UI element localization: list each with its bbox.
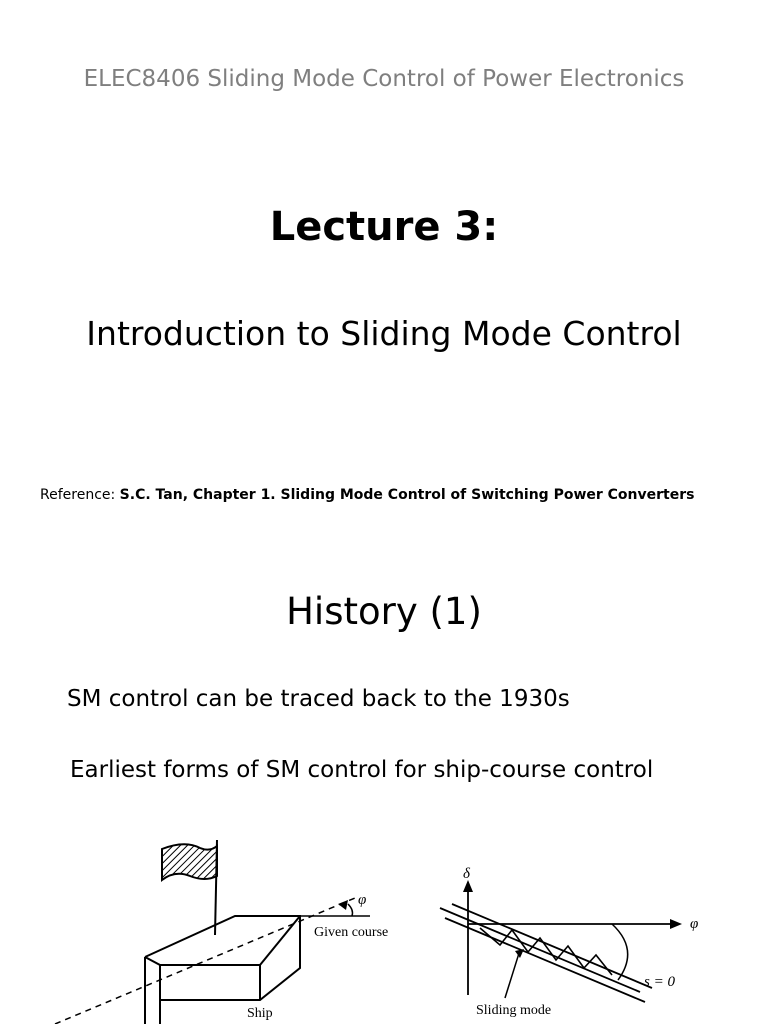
phi-label: φ <box>690 916 699 932</box>
history-point-2: Earliest forms of SM control for ship-course control <box>70 757 654 783</box>
history-title: History (1) <box>286 590 482 633</box>
lecture-title: Lecture 3: <box>269 204 499 250</box>
ship-course-figure <box>0 820 768 1024</box>
sliding-trajectory <box>480 928 612 975</box>
course-title: ELEC8406 Sliding Mode Control of Power Electronics <box>83 66 685 92</box>
ship-axis-line <box>55 898 355 1024</box>
surface-label: s = 0 <box>644 974 675 990</box>
reference-text: S.C. Tan, Chapter 1. Sliding Mode Control of Switching Power Converters <box>119 487 695 503</box>
switching-line <box>440 908 640 992</box>
reference-line <box>40 487 694 503</box>
ship-angle-label: φ <box>358 892 367 908</box>
ship-label: Ship <box>247 1006 273 1021</box>
flag-icon <box>162 844 217 880</box>
given-course-label: Given course <box>314 925 389 940</box>
reference-label: Reference: <box>40 487 116 503</box>
lecture-subtitle: Introduction to Sliding Mode Control <box>86 314 682 353</box>
sliding-mode-label: Sliding mode <box>476 1003 552 1018</box>
history-point-1: SM control can be traced back to the 1930s <box>67 686 570 712</box>
ship-hull <box>145 916 300 1000</box>
delta-label: δ <box>463 866 470 882</box>
